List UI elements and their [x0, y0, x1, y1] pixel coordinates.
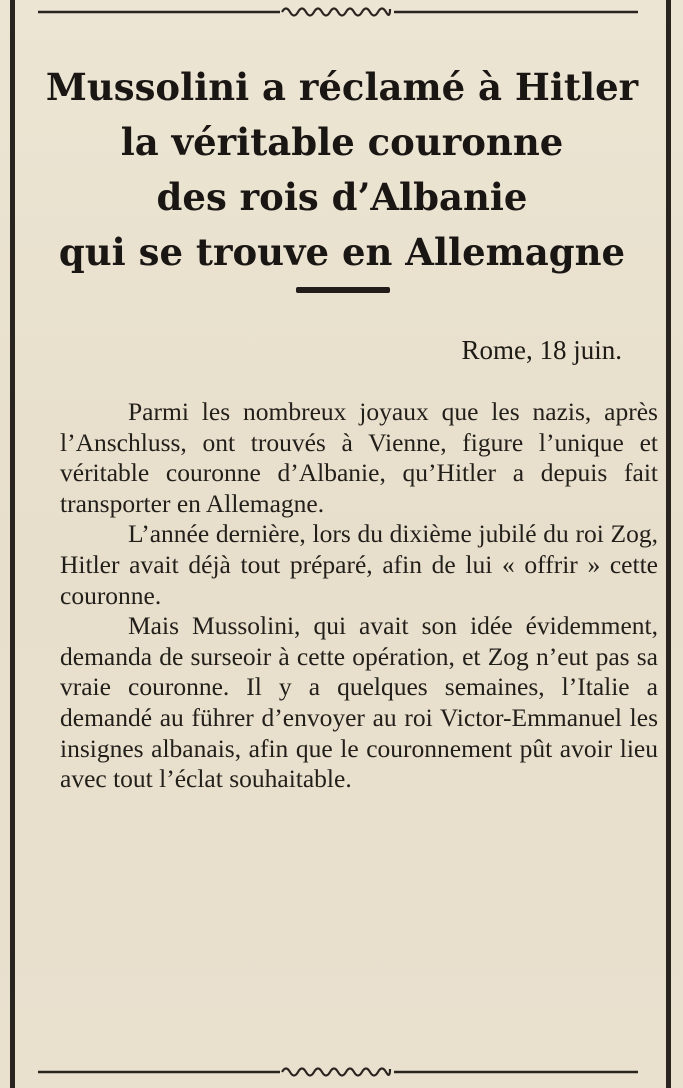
dateline: Rome, 18 juin. — [461, 335, 622, 365]
paragraph-2: L’année dernière, lors du dixième jubilé du roi Zog, Hitler avait déjà tout préparé, afin de lui « offrir » cette couronne. — [60, 519, 658, 610]
headline-separator — [296, 287, 390, 293]
left-column-rule — [10, 0, 15, 1088]
headline-line-1: Mussolini a réclamé à Hitler — [45, 65, 639, 109]
top-ornamental-border — [38, 4, 638, 20]
headline-line-2: la véritable couronne — [120, 120, 564, 164]
paragraph-3: Mais Mussolini, qui avait son idée évidemment, demanda de surseoir à cette opération, et Zog n’eut pas sa vraie couronne. Il y a quelques semaines, l’Italie a demandé au führer d’envoyer au roi Victor-Emmanuel les insignes albanais, afin que le couronnement pût avoir lieu avec tout l’éclat souhaitable. — [60, 611, 658, 794]
article-headline — [22, 60, 662, 280]
article-body — [60, 397, 658, 795]
headline-line-3: des rois d’Albanie — [156, 175, 528, 219]
headline-line-4: qui se trouve en Allemagne — [58, 230, 626, 274]
bottom-ornamental-border — [38, 1064, 638, 1080]
paragraph-1: Parmi les nombreux joyaux que les nazis, après l’Anschluss, ont trouvés à Vienne, figure l’unique et véritable couronne d’Albanie, qu’Hitler a depuis fait transporter en Allemagne. — [60, 397, 658, 518]
right-column-rule — [666, 0, 671, 1088]
